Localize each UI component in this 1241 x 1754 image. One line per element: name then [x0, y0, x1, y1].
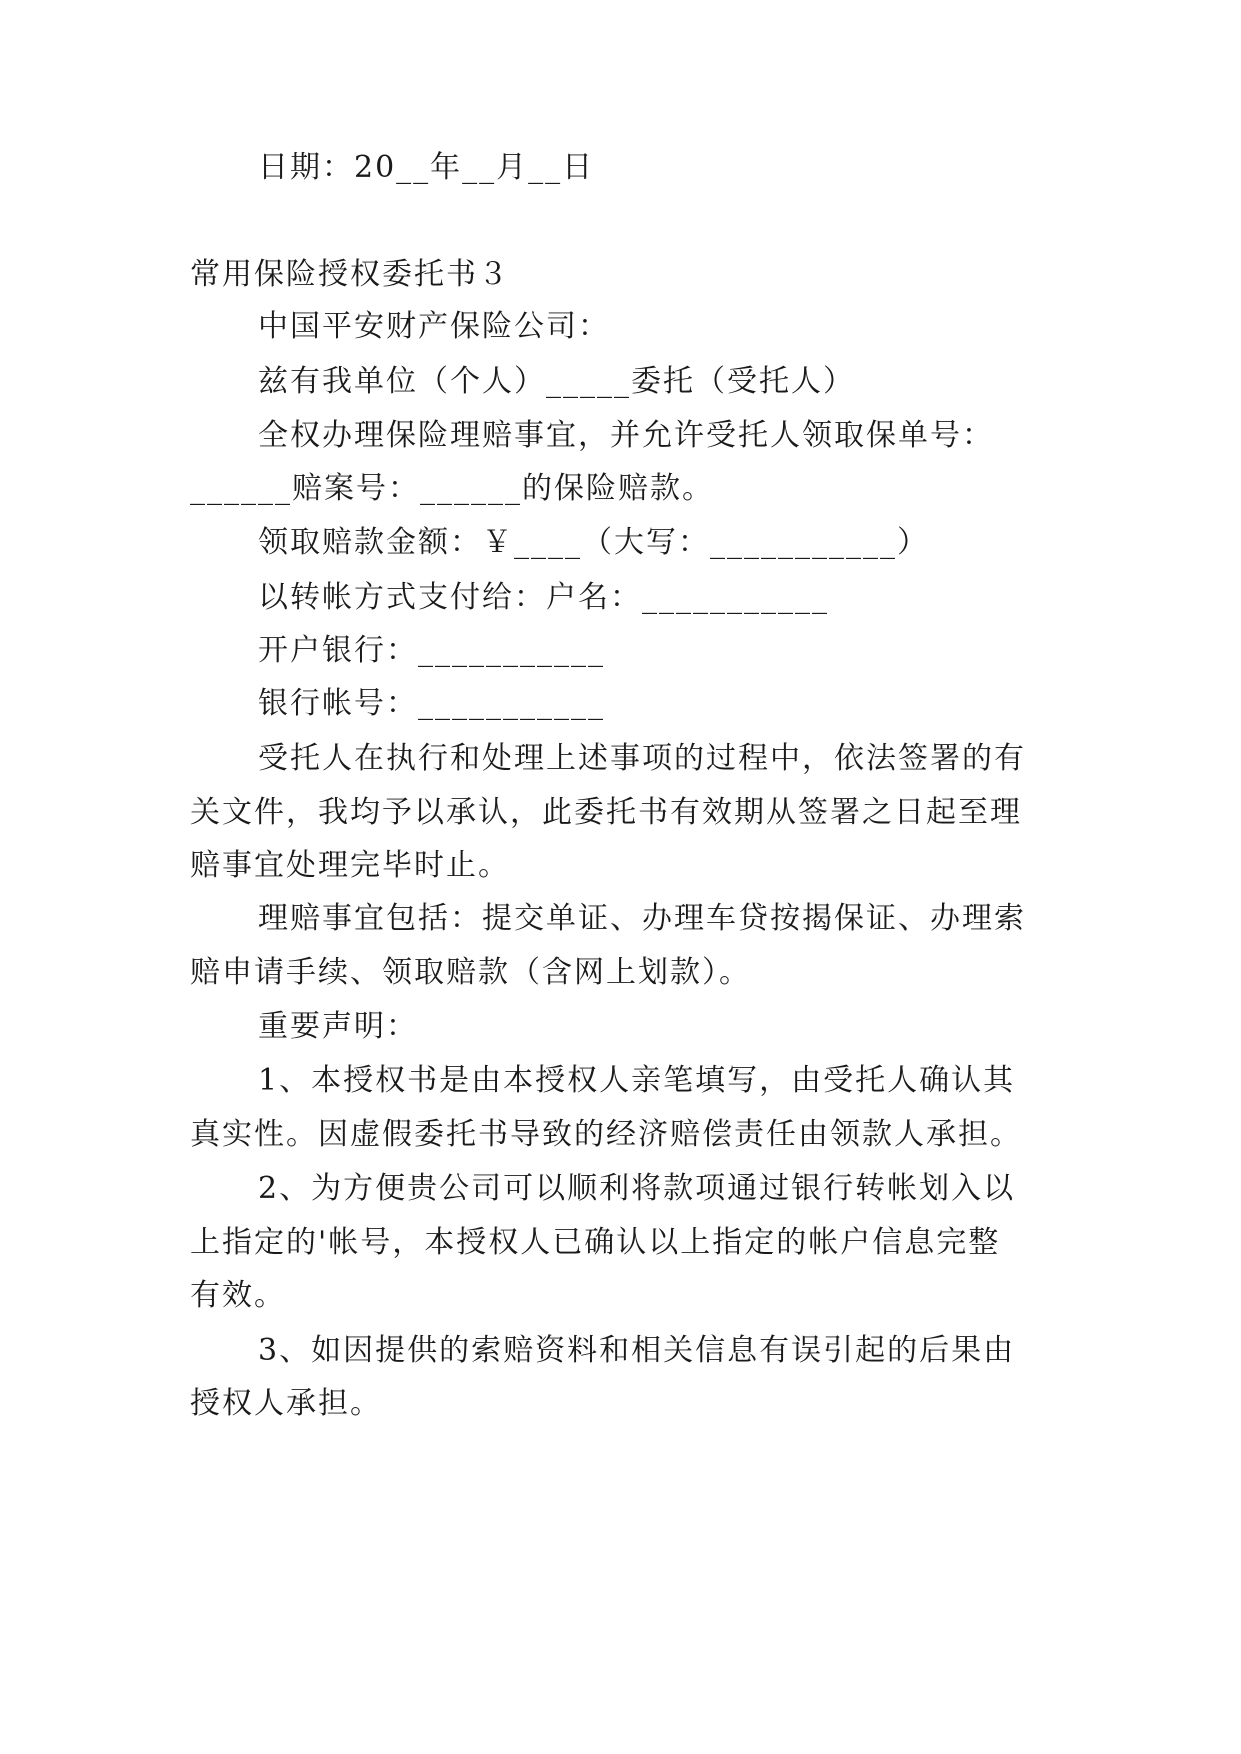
paragraph-scope-line-2: ______赔案号：______的保险赔款。 [190, 471, 714, 506]
notice-3-line-1: 3、如因提供的索赔资料和相关信息有误引起的后果由 [258, 1333, 1016, 1368]
section-title: 常用保险授权委托书３ [190, 257, 510, 292]
notice-1-line-2: 真实性。因虚假委托书导致的经济赔偿责任由领款人承担。 [190, 1117, 1022, 1152]
paragraph-claims-line-1: 理赔事宜包括：提交单证、办理车贷按揭保证、办理索 [258, 901, 1026, 936]
transfer-line: 以转帐方式支付给：户名：___________ [258, 580, 829, 615]
paragraph-acknowledge-line-3: 赔事宜处理完毕时止。 [190, 848, 510, 883]
notice-2-line-1: 2、为方便贵公司可以顺利将款项通过银行转帐划入以 [258, 1171, 1016, 1206]
paragraph-acknowledge-line-2: 关文件，我均予以承认，此委托书有效期从签署之日起至理 [190, 795, 1022, 830]
paragraph-scope-line-1: 全权办理保险理赔事宜，并允许受托人领取保单号： [258, 418, 994, 453]
paragraph-delegation: 兹有我单位（个人）_____委托（受托人） [258, 364, 855, 399]
notice-2-line-2: 上指定的'帐号，本授权人已确认以上指定的帐户信息完整 [190, 1225, 1001, 1260]
notice-1-line-1: 1、本授权书是由本授权人亲笔填写，由受托人确认其 [258, 1063, 1016, 1098]
notice-3-line-2: 授权人承担。 [190, 1386, 382, 1421]
account-line: 银行帐号：___________ [258, 686, 605, 721]
paragraph-acknowledge-line-1: 受托人在执行和处理上述事项的过程中，依法签署的有 [258, 741, 1026, 776]
addressee: 中国平安财产保险公司： [258, 309, 610, 344]
paragraph-claims-line-2: 赔申请手续、领取赔款（含网上划款）。 [190, 955, 751, 990]
amount-line: 领取赔款金额：￥____（大写：___________） [258, 525, 929, 560]
notice-2-line-3: 有效。 [190, 1278, 286, 1313]
bank-line: 开户银行：___________ [258, 633, 605, 668]
notice-heading: 重要声明： [258, 1009, 418, 1044]
date-line: 日期：20__年__月__日 [258, 150, 595, 185]
